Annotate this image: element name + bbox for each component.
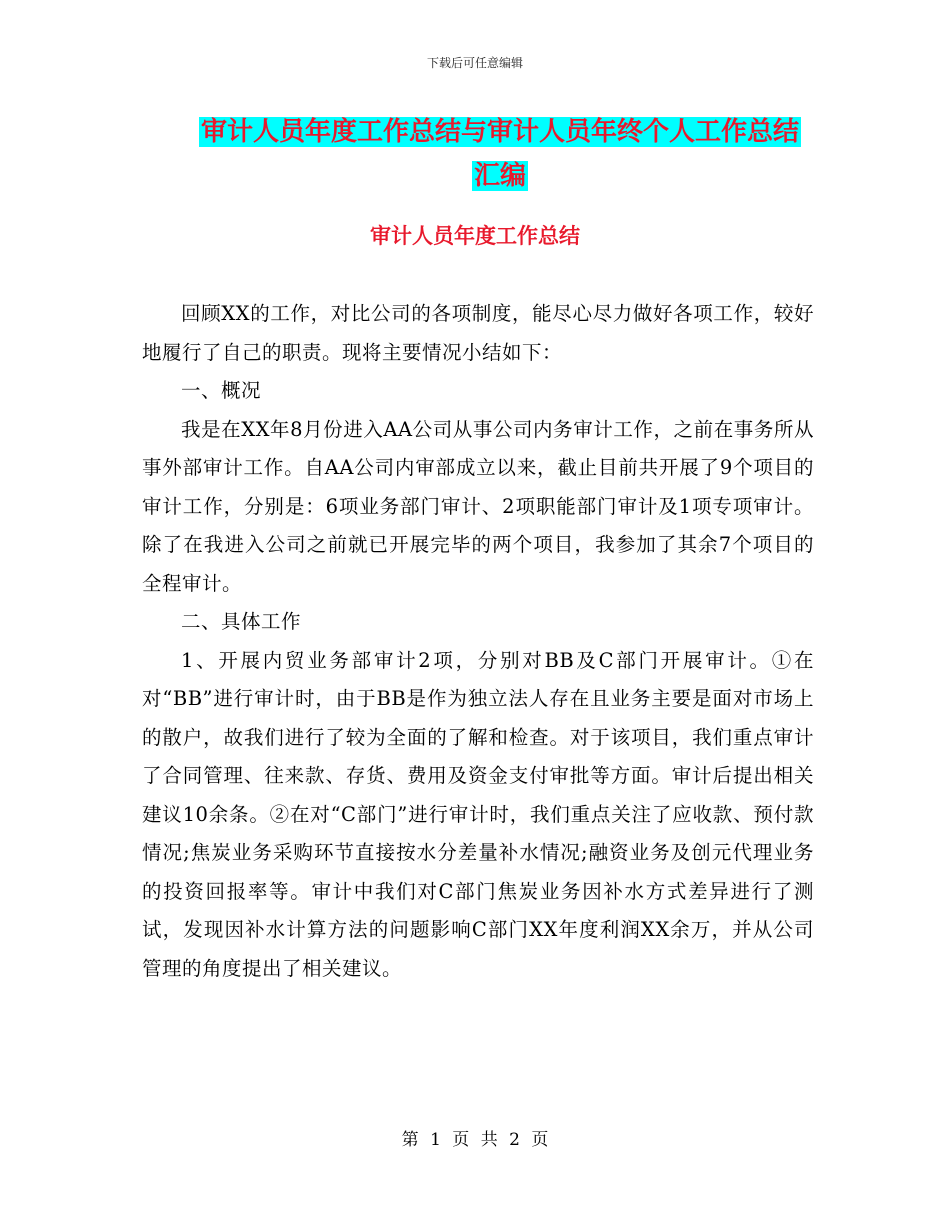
body-text [142, 295, 814, 988]
document-title-line-2: 汇编 [473, 161, 526, 191]
page-footer: 第 1 页 共 2 页 [401, 1130, 549, 1150]
section-title: 审计人员年度工作总结 [370, 224, 580, 248]
document-title [140, 110, 860, 198]
paragraph-specific-work: 1、开展内贸业务部审计2项，分别对BB及C部门开展审计。①在对“BB”进行审计时，由于BB是作为独立法人存在且业务主要是面对市场上的散户，故我们进行了较为全面的了解和检查。对于该项目，我们重点审计了合同管理、往来款、存货、费用及资金支付审批等方面。审计后提出相关建议10余条。②在对“C部门”进行审计时，我们重点关注了应收款、预付款情况;焦炭业务采购环节直接按水分差量补水情况;融资业务及创元代理业务的投资回报率等。审计中我们对C部门焦炭业务因补水方式差异进行了测试，发现因补水计算方法的问题影响C部门XX年度利润XX余万，并从公司管理的角度提出了相关建议。 [142, 648, 814, 980]
page-header: 下载后可任意编辑 [426, 56, 523, 70]
heading-specific-work: 二、具体工作 [181, 610, 302, 633]
paragraph-overview: 我是在XX年8月份进入AA公司从事公司内务审计工作，之前在事务所从事外部审计工作。自AA公司内审部成立以来，截止目前共开展了9个项目的审计工作，分别是：6项业务部门审计、2项职能部门审计及1项专项审计。除了在我进入公司之前就已开展完毕的两个项目，我参加了其余7个项目的全程审计。 [142, 417, 814, 595]
paragraph-intro: 回顾XX的工作，对比公司的各项制度，能尽心尽力做好各项工作，较好地履行了自己的职责。现将主要情况小结如下： [142, 302, 814, 364]
heading-overview: 一、概况 [181, 379, 262, 402]
document-title-line-1: 审计人员年度工作总结与审计人员年终个人工作总结 [200, 117, 799, 147]
